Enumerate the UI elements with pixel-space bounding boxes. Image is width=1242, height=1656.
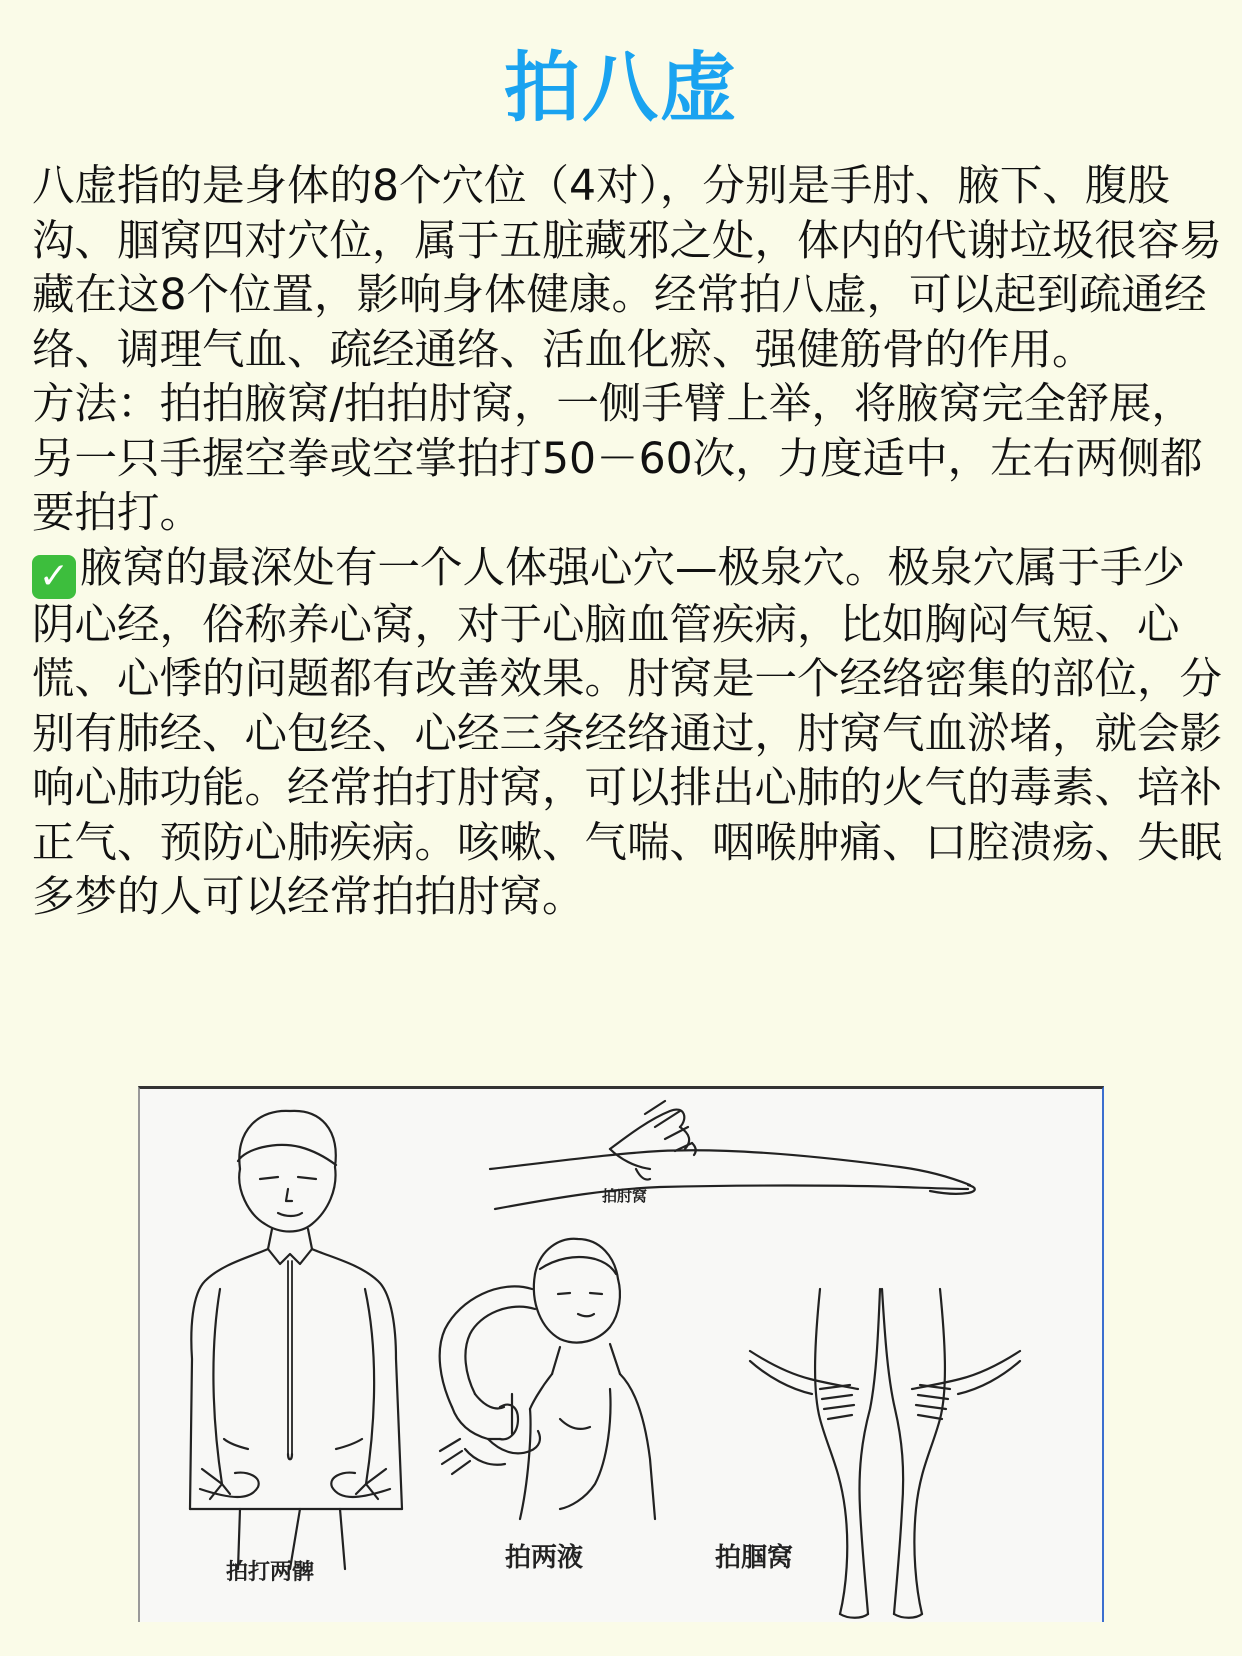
method-paragraph: 方法：拍拍腋窝/拍拍肘窝，一侧手臂上举，将腋窝完全舒展，另一只手握空拳或空掌拍打50－60次，力度适中，左右两侧都要拍打。	[32, 380, 1203, 538]
note-text: 腋窝的最深处有一个人体强心穴—极泉穴。极泉穴属于手少阴心经，俗称养心窝，对于心脑血管疾病，比如胸闷气短、心慌、心悸的问题都有改善效果。肘窝是一个经络密集的部位，分别有肺经、心包经、心经三条经络通过，肘窝气血淤堵，就会影响心肺功能。经常拍打肘窝，可以排出心肺的火气的毒素、培补正气、预防心肺疾病。咳嗽、气喘、咽喉肿痛、口腔溃疡、失眠多梦的人可以经常拍拍肘窝。	[32, 543, 1223, 922]
illustration-panel	[138, 1086, 1104, 1622]
check-mark-icon: ✓	[32, 555, 76, 599]
label-knee: 拍腘窝	[715, 1543, 794, 1573]
intro-paragraph: 八虚指的是身体的8个穴位（4对），分别是手肘、腋下、腹股沟、腘窝四对穴位，属于五脏藏邪之处，体内的代谢垃圾很容易藏在这8个位置，影响身体健康。经常拍八虚，可以起到疏通经络、调理气血、疏经通络、活血化瘀、强健筋骨的作用。	[32, 162, 1223, 375]
elbow-arm-figure	[490, 1101, 975, 1209]
page-title: 拍八虚	[504, 43, 738, 132]
label-armpit: 拍两液	[505, 1543, 584, 1573]
armpit-figure	[440, 1239, 655, 1519]
note-paragraph	[32, 542, 1222, 926]
article-body	[32, 160, 1222, 926]
label-elbow: 拍肘窝	[602, 1187, 648, 1205]
standing-figure	[190, 1111, 402, 1569]
illustration-drawing	[140, 1089, 1102, 1622]
label-groin: 拍打两髀	[226, 1559, 315, 1585]
